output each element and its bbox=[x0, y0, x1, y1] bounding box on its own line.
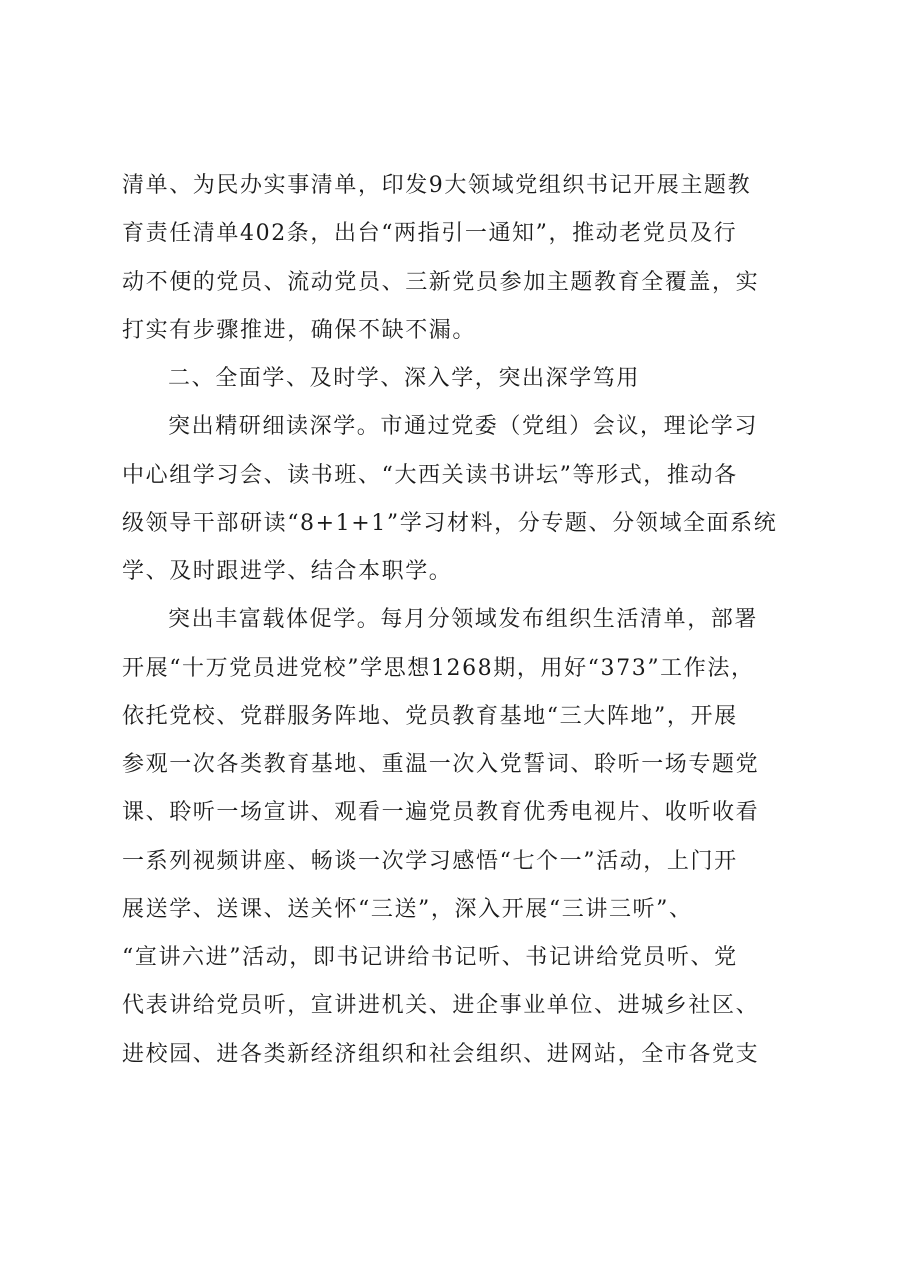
text-line: 依托党校、党群服务阵地、党员教育基地“三大阵地”，开展 bbox=[122, 704, 738, 729]
text-line: 一系列视频讲座、畅谈一次学习感悟“七个一”活动，上门开 bbox=[122, 849, 738, 874]
text-line: 学、及时跟进学、结合本职学。 bbox=[122, 559, 453, 584]
text-line: 中心组学习会、读书班、“大西关读书讲坛”等形式，推动各 bbox=[122, 463, 738, 488]
paragraph-first-line: 突出丰富载体促学。每月分领域发布组织生活清单，部署 bbox=[168, 607, 759, 632]
text-line: 育责任清单402条，出台“两指引一通知”，推动老党员及行 bbox=[122, 221, 738, 246]
text-line: 展送学、送课、送关怀“三送”，深入开展“三讲三听”、 bbox=[122, 897, 693, 922]
text-line: “宣讲六进”活动，即书记讲给书记听、书记讲给党员听、党 bbox=[122, 945, 738, 970]
text-line: 代表讲给党员听，宣讲进机关、进企事业单位、进城乡社区、 bbox=[122, 993, 760, 1018]
text-line: 开展“十万党员进党校”学思想1268期，用好“373”工作法， bbox=[122, 656, 755, 681]
text-line: 级领导干部研读“8+1+1”学习材料，分专题、分领域全面系统 bbox=[122, 511, 778, 536]
text-line: 打实有步骤推进，确保不缺不漏。 bbox=[122, 318, 477, 343]
text-line: 课、聆听一场宣讲、观看一遍党员教育优秀电视片、收听收看 bbox=[122, 800, 760, 825]
text-line: 清单、为民办实事清单，印发9大领域党组织书记开展主题教 bbox=[122, 173, 752, 198]
text-line: 进校园、进各类新经济组织和社会组织、进网站，全市各党支 bbox=[122, 1042, 760, 1067]
text-line: 参观一次各类教育基地、重温一次入党誓词、聆听一场专题党 bbox=[122, 752, 760, 777]
section-heading: 二、全面学、及时学、深入学，突出深学笃用 bbox=[168, 366, 641, 391]
paragraph-first-line: 突出精研细读深学。市通过党委（党组）会议，理论学习 bbox=[168, 414, 759, 439]
text-line: 动不便的党员、流动党员、三新党员参加主题教育全覆盖，实 bbox=[122, 270, 760, 295]
